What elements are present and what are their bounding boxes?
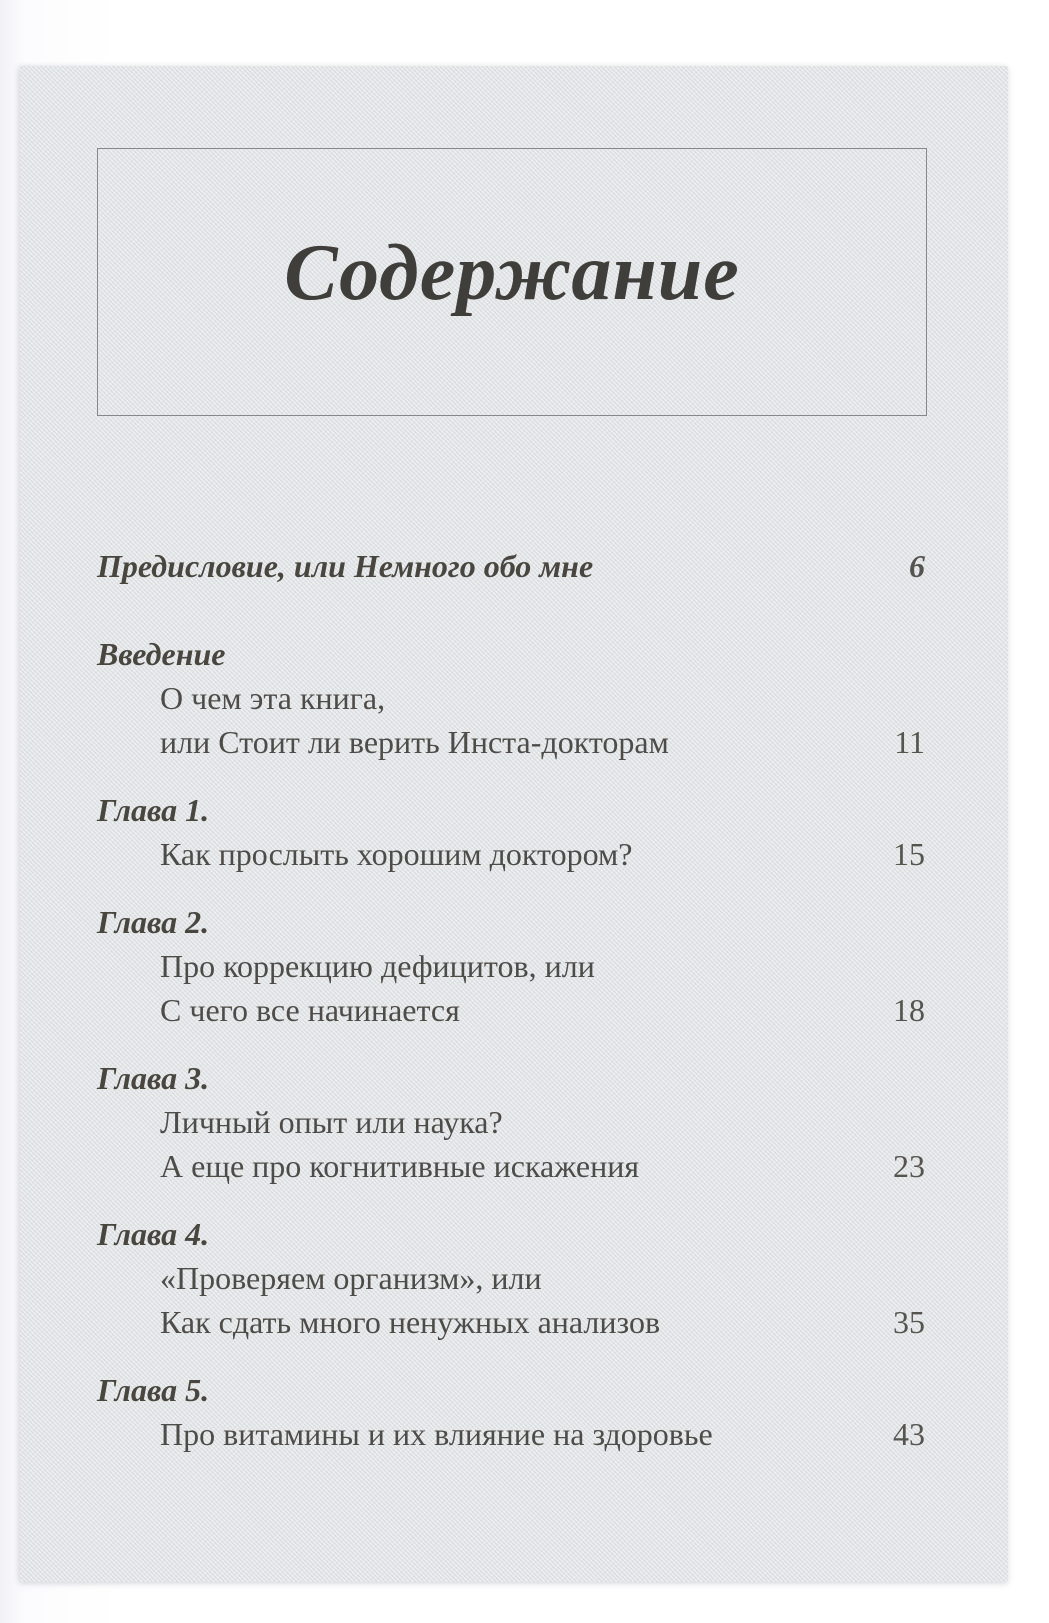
toc-subline	[97, 1100, 925, 1144]
toc-entry	[97, 900, 925, 944]
toc-group-preface	[97, 544, 925, 588]
toc-entry-title: Глава 3.	[97, 1060, 210, 1096]
toc-page-number: 6	[909, 548, 925, 584]
toc-group-chapter-2	[97, 900, 925, 1032]
toc-subline-text: О чем эта книга,	[160, 680, 386, 716]
toc-entry-title: Глава 1.	[97, 792, 210, 828]
page-title: Содержание	[284, 228, 740, 317]
table-of-contents	[97, 544, 925, 1456]
toc-page-number: 23	[893, 1148, 925, 1184]
toc-subline-text: А еще про когнитивные искажения	[160, 1148, 640, 1184]
toc-subline	[97, 988, 925, 1032]
toc-entry	[97, 632, 925, 676]
toc-page-number: 11	[894, 724, 925, 760]
toc-subline-text: Про коррекцию дефицитов, или	[160, 948, 595, 984]
toc-subline-text: «Проверяем организм», или	[160, 1260, 542, 1296]
toc-group-chapter-3	[97, 1056, 925, 1188]
toc-subline	[97, 676, 925, 720]
book-page	[20, 66, 1008, 1582]
toc-subline	[97, 1256, 925, 1300]
toc-entry	[97, 1212, 925, 1256]
toc-entry	[97, 1368, 925, 1412]
toc-page-number: 18	[893, 992, 925, 1028]
toc-page-number: 43	[893, 1416, 925, 1452]
toc-subline	[97, 1144, 925, 1188]
toc-group-chapter-4	[97, 1212, 925, 1344]
toc-group-chapter-1	[97, 788, 925, 876]
toc-subline-text: Как прослыть хорошим доктором?	[160, 836, 633, 872]
toc-entry-title: Введение	[97, 636, 226, 672]
toc-subline-text: Как сдать много ненужных анализов	[160, 1304, 661, 1340]
toc-entry-title: Глава 2.	[97, 904, 210, 940]
toc-page-number: 15	[893, 836, 925, 872]
toc-subline-text: С чего все начинается	[160, 992, 460, 1028]
toc-subline-text: Про витамины и их влияние на здоровье	[160, 1416, 713, 1452]
toc-entry-title: Глава 5.	[97, 1372, 210, 1408]
toc-entry	[97, 544, 925, 588]
toc-subline	[97, 1412, 925, 1456]
toc-subline	[97, 720, 925, 764]
toc-entry-title: Глава 4.	[97, 1216, 210, 1252]
toc-entry	[97, 788, 925, 832]
toc-subline-text: или Стоит ли верить Инста-докторам	[160, 724, 669, 760]
toc-subline	[97, 832, 925, 876]
toc-group-chapter-5	[97, 1368, 925, 1456]
toc-page-number: 35	[893, 1304, 925, 1340]
contents-title-box	[97, 148, 927, 416]
toc-entry-title: Предисловие, или Немного обо мне	[97, 548, 594, 584]
toc-subline-text: Личный опыт или наука?	[160, 1104, 503, 1140]
toc-group-introduction	[97, 632, 925, 764]
toc-subline	[97, 1300, 925, 1344]
toc-entry	[97, 1056, 925, 1100]
toc-subline	[97, 944, 925, 988]
